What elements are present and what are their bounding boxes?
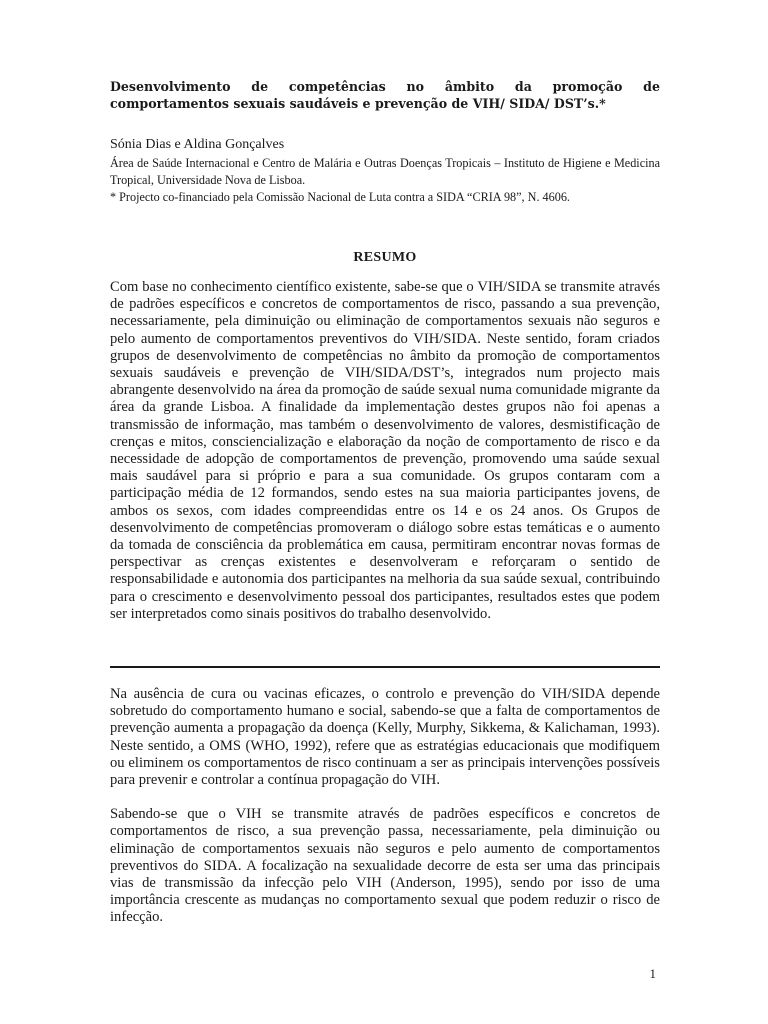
paper-title: Desenvolvimento de competências no âmbito da promoção de comportamentos sexuais saudáveis e prevenção de VIH/ SIDA/ DST’s.*: [110, 79, 660, 111]
abstract-text: Com base no conhecimento científico existente, sabe-se que o VIH/SIDA se transmite através de padrões específicos e concretos de comportamentos de risco, passando a sua prevenção, necessariamente, pela diminuição ou eliminação de comportamentos sexuais não seguros e pelo aumento de comportamentos preventivos do VIH/SIDA. Neste sentido, foram criados grupos de desenvolvimento de competências no âmbito da promoção de comportamentos sexuais saudáveis e prevenção de VIH/SIDA/DST’s, integrados num projecto mais abrangente desenvolvido na área da promoção de saúde sexual numa comunidade migrante da área da grande Lisboa. A finalidade da implementação destes grupos não foi apenas a transmissão de informação, mas também o desenvolvimento de valores, desmistificação de crenças e mitos, consciencialização e elaboração da noção de comportamento de risco e da necessidade de adopção de comportamentos de prevenção, promovendo uma saúde sexual mais saudável para si próprio e para a sua comunidade. Os grupos contaram com a participação média de 12 formandos, sendo estes na sua maioria participantes jovens, de ambos os sexos, com idades compreendidas entre os 14 e os 24 anos. Os Grupos de desenvolvimento de competências promoveram o diálogo sobre estas temáticas e o aumento da tomada de consciência da problemática em causa, permitiram encontrar novas formas de perspectivar as crenças existentes e desenvolveram e reforçaram o sentido de responsabilidade e autonomia dos participantes na melhoria da sua saúde sexual, contribuindo para o crescimento e desenvolvimento pessoal dos participantes, resultados estes que podem ser interpretados como sinais positivos do trabalho desenvolvido.: [110, 279, 660, 622]
page-number: 1: [649, 966, 656, 981]
abstract-heading: RESUMO: [353, 250, 417, 265]
body-paragraph-1: Na ausência de cura ou vacinas eficazes, o controlo e prevenção do VIH/SIDA depende sobretudo do comportamento humano e social, sabendo-se que a falta de comportamentos de prevenção aumenta a propagação da doença (Kelly, Murphy, Sikkema, & Kalichaman, 1993). Neste sentido, a OMS (WHO, 1992), refere que as estratégias educacionais que modifiquem ou eliminem os comportamentos de risco continuam a ser as principais intervenções possíveis para prevenir e controlar a contínua propagação do VIH.: [110, 686, 660, 789]
authors: Sónia Dias e Aldina Gonçalves: [110, 137, 285, 152]
affiliation: Área de Saúde Internacional e Centro de Malária e Outras Doenças Tropicais – Instituto de Higiene e Medicina Tropical, Universidade Nova de Lisboa.: [110, 156, 660, 187]
funding-note: * Projecto co-financiado pela Comissão Nacional de Luta contra a SIDA “CRIA 98”, N. 4606.: [110, 190, 570, 204]
document-page: [110, 78, 660, 927]
section-divider: [110, 666, 660, 668]
body-paragraph-2: Sabendo-se que o VIH se transmite através de padrões específicos e concretos de comportamentos de risco, a sua prevenção passa, necessariamente, pela diminuição ou eliminação de comportamentos sexuais não seguros e pelo aumento de comportamentos preventivos do SIDA. A focalização na sexualidade decorre de esta ser uma das principais vias de transmissão da infecção pelo VIH (Anderson, 1995), sendo por isso de uma importância crescente as mudanças no comportamento sexual que podem reduzir o risco de infecção.: [110, 806, 660, 926]
